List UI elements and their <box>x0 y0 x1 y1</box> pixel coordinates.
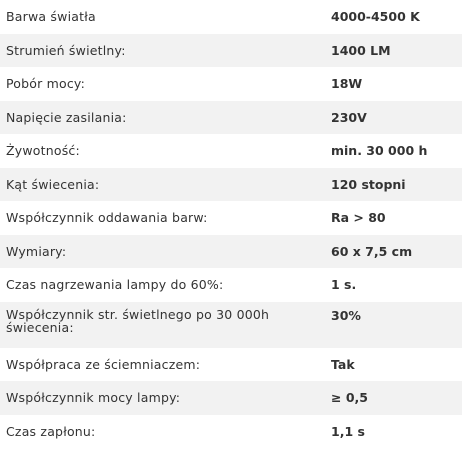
spec-label: Barwa światła <box>0 0 325 34</box>
spec-label: Napięcie zasilania: <box>0 101 325 135</box>
spec-value: min. 30 000 h <box>325 134 462 168</box>
spec-label: Współczynnik mocy lampy: <box>0 381 325 415</box>
spec-row <box>0 201 462 235</box>
spec-value: 1400 LM <box>325 34 462 68</box>
spec-value: 4000-4500 K <box>325 0 462 34</box>
spec-row <box>0 302 462 348</box>
spec-value: 230V <box>325 101 462 135</box>
spec-label: Kąt świecenia: <box>0 168 325 202</box>
spec-value: Ra > 80 <box>325 201 462 235</box>
spec-row <box>0 0 462 34</box>
spec-label: Współczynnik str. świetlnego po 30 000h świecenia: <box>0 302 325 348</box>
spec-row <box>0 415 462 449</box>
spec-value: 120 stopni <box>325 168 462 202</box>
spec-value: 60 x 7,5 cm <box>325 235 462 269</box>
spec-row <box>0 348 462 382</box>
spec-value: 30% <box>325 302 462 348</box>
spec-value: 1 s. <box>325 268 462 302</box>
spec-row <box>0 34 462 68</box>
spec-row <box>0 101 462 135</box>
spec-row <box>0 268 462 302</box>
spec-label: Współczynnik oddawania barw: <box>0 201 325 235</box>
spec-row <box>0 235 462 269</box>
spec-row <box>0 67 462 101</box>
spec-label: Wymiary: <box>0 235 325 269</box>
spec-label: Czas nagrzewania lampy do 60%: <box>0 268 325 302</box>
spec-label: Strumień świetlny: <box>0 34 325 68</box>
spec-label: Żywotność: <box>0 134 325 168</box>
spec-row <box>0 381 462 415</box>
spec-value: Tak <box>325 348 462 382</box>
spec-value: ≥ 0,5 <box>325 381 462 415</box>
spec-row <box>0 134 462 168</box>
spec-value: 1,1 s <box>325 415 462 449</box>
spec-label: Współpraca ze ściemniaczem: <box>0 348 325 382</box>
spec-label: Czas zapłonu: <box>0 415 325 449</box>
spec-row <box>0 168 462 202</box>
spec-value: 18W <box>325 67 462 101</box>
spec-label: Pobór mocy: <box>0 67 325 101</box>
